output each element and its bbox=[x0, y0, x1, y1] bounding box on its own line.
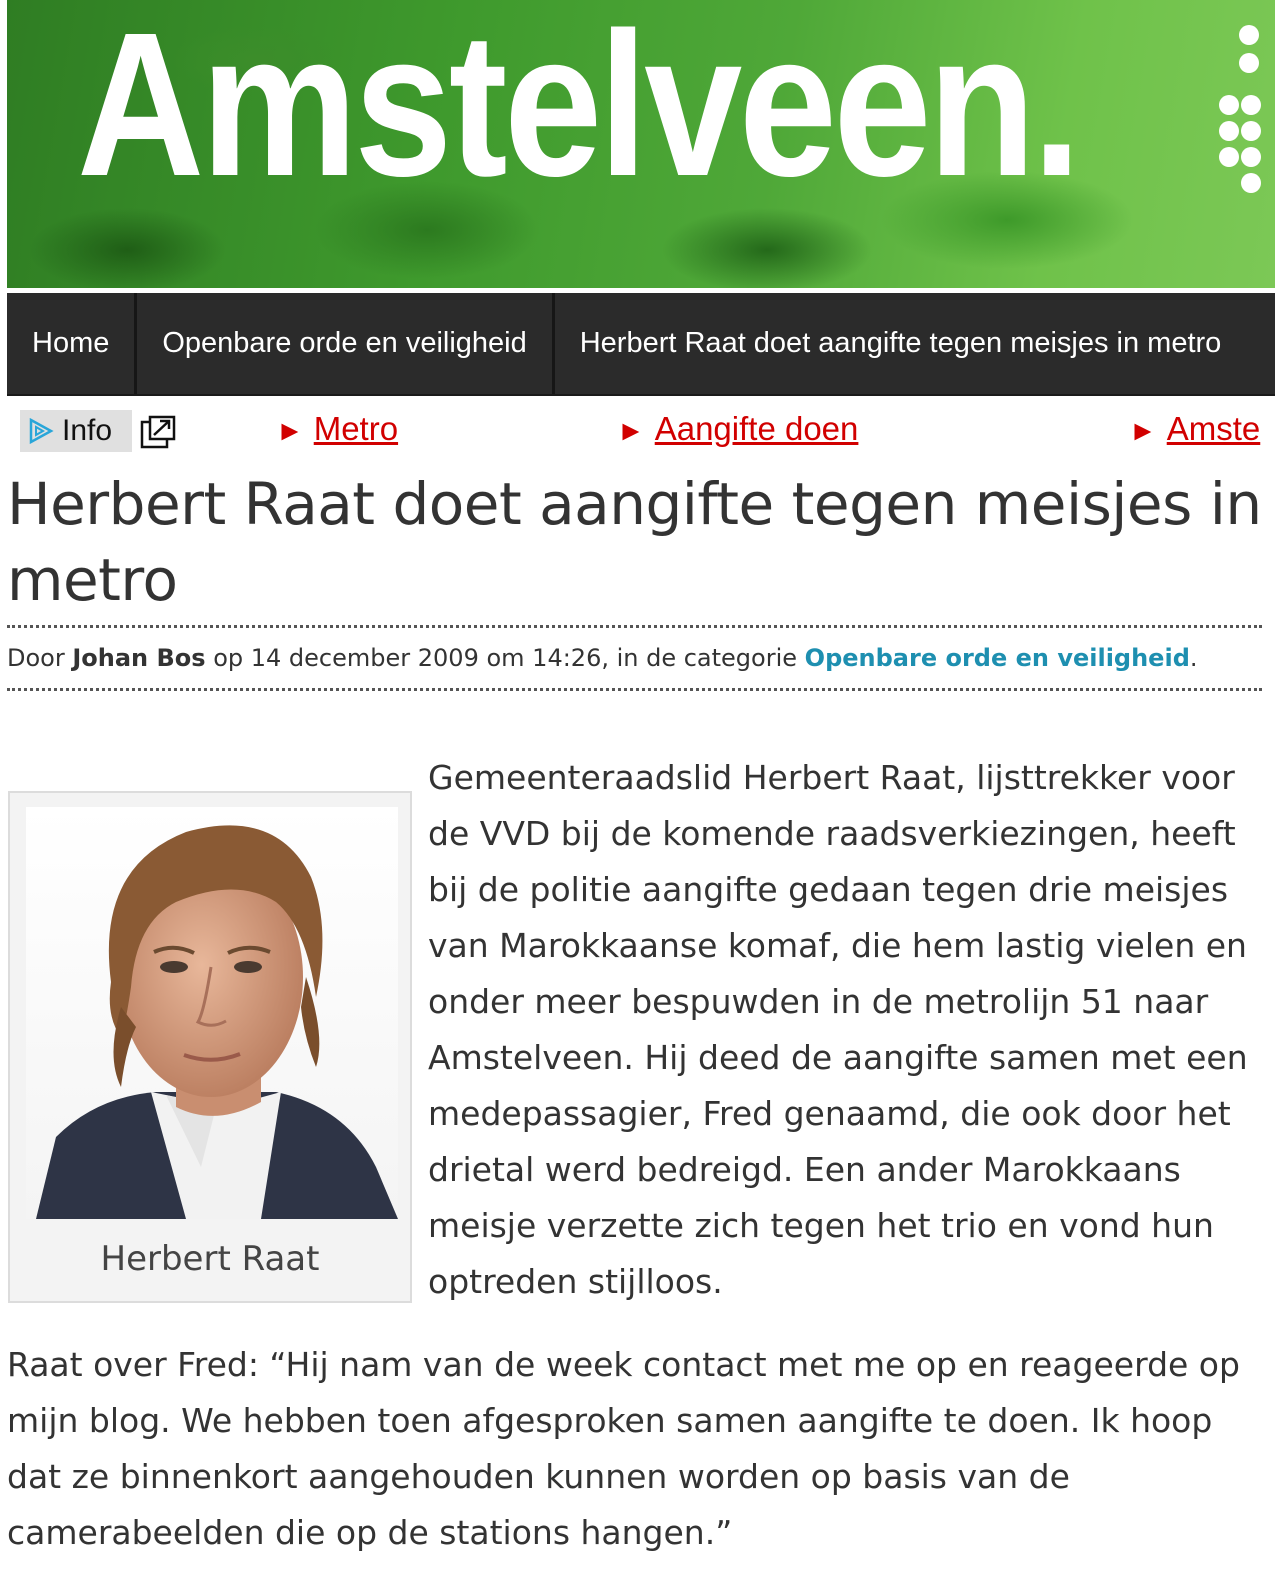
article-paragraph-1: Gemeenteraadslid Herbert Raat, lijsttrekker voor de VVD bij de komende raadsverkiezingen, heeft bij de politie aangifte gedaan tegen drie meisjes van Marokkaanse komaf, die hem lastig vielen en onder meer bespuwden in de metrolijn 51 naar Amstelveen. Hij deed de aangifte samen met een medepassagier, Fred genaamd, die ook door het drietal werd bedreigd. Een ander Marokkaans meisje verzette zich tegen het trio en vond hun optreden stijlloos. bbox=[428, 758, 1248, 1301]
ad-info-button[interactable] bbox=[20, 410, 132, 452]
image-caption: Herbert Raat bbox=[100, 1239, 320, 1279]
article-paragraph-2: Raat over Fred: “Hij nam van de week contact met me op en reageerde op mijn blog. We hebben toen afgesproken samen aangifte te doen. Ik hoop dat ze binnenkort aangehouden kunnen worden op basis van de camerabeelden die op de stations hangen.” bbox=[7, 1345, 1240, 1552]
ad-link-metro[interactable]: ► Metro bbox=[276, 410, 399, 447]
arrow-right-icon: ► bbox=[1129, 415, 1157, 446]
site-logo-text: Amstelveen. bbox=[77, 0, 1078, 219]
category-link[interactable]: Openbare orde en veiligheid bbox=[804, 644, 1190, 672]
ad-links-bar bbox=[0, 405, 1283, 457]
play-triangle-icon bbox=[28, 418, 54, 444]
meta-suffix: . bbox=[1189, 644, 1198, 672]
arrow-right-icon: ► bbox=[276, 415, 304, 446]
ad-info-label: Info bbox=[62, 414, 113, 447]
external-link-icon[interactable] bbox=[140, 415, 176, 449]
article-body bbox=[7, 750, 1263, 1588]
image-float-spacer bbox=[7, 750, 428, 1322]
logo-dots-decoration bbox=[1219, 25, 1275, 195]
ad-link-amstelveen[interactable]: ► Amste bbox=[1129, 410, 1261, 447]
nav-item-category[interactable]: Openbare orde en veiligheid bbox=[137, 293, 554, 394]
nav-item-current-article[interactable]: Herbert Raat doet aangifte tegen meisjes in metro bbox=[579, 327, 1222, 359]
author-name: Johan Bos bbox=[72, 644, 206, 672]
nav-item-home[interactable]: Home bbox=[7, 293, 137, 394]
arrow-right-icon: ► bbox=[617, 415, 645, 446]
article-title: Herbert Raat doet aangifte tegen meisjes in metro bbox=[7, 470, 1262, 614]
site-banner[interactable] bbox=[7, 0, 1275, 288]
ad-link-aangifte-doen[interactable]: ► Aangifte doen bbox=[617, 410, 859, 447]
publish-date: op 14 december 2009 om 14:26, in de categorie bbox=[213, 644, 798, 672]
breadcrumb-nav bbox=[7, 293, 1275, 396]
meta-prefix: Door bbox=[7, 644, 65, 672]
article-meta bbox=[7, 625, 1262, 691]
